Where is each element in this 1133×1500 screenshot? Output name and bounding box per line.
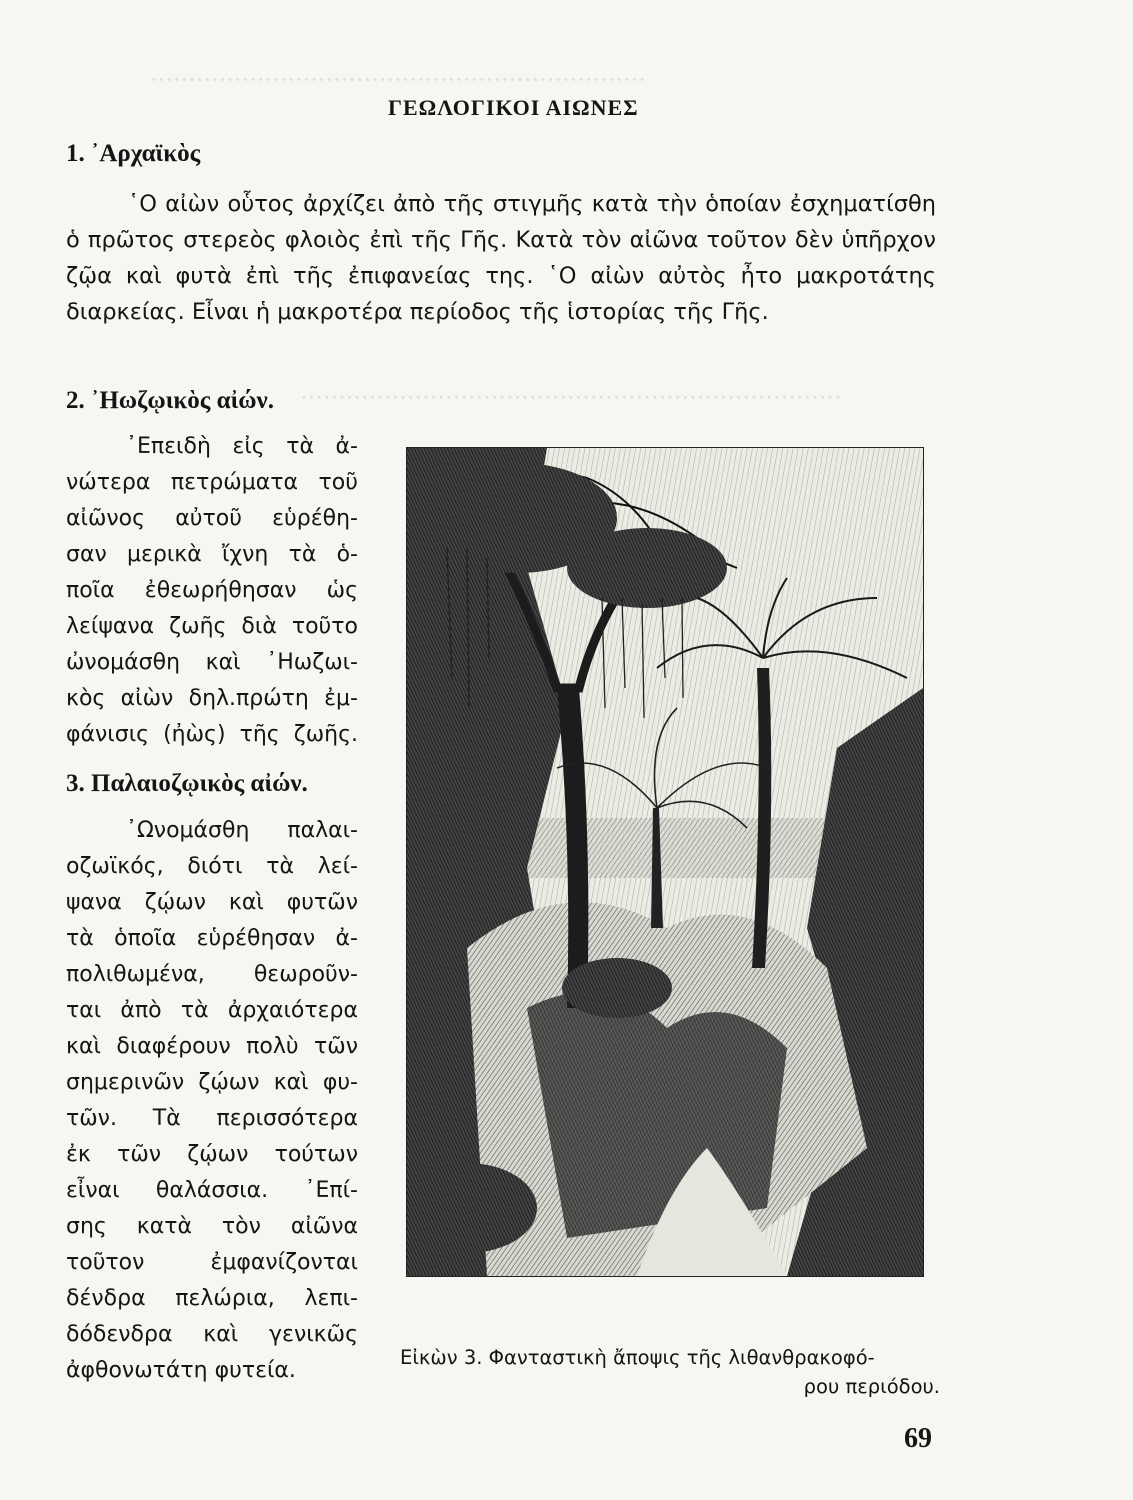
text-line: ψανα ζῴων καὶ φυτῶν	[66, 890, 358, 915]
section-heading-eozoic: 2. ᾿Ηωζῳικὸς αἰών.	[66, 387, 274, 414]
section-text-archaic: ῾Ο αἰὼν οὗτος ἀρχίζει ἀπὸ τῆς στιγμῆς κατὰ τὴν ὁποίαν ἐσχηματίσθη ὁ πρῶτος στερεὸς φλοιὸς ἐπὶ τῆς Γῆς. Κατὰ τὸν αἰῶνα τοῦτον δὲν ὑπῆρχον ζῷα καὶ φυτὰ ἐπὶ τῆς ἐπιφανείας της. ῾Ο αἰὼν αὐτὸς ἦτο μακροτάτης διαρκείας. Εἶναι ἡ μακροτέρα περίοδος τῆς ἱστορίας τῆς Γῆς.	[66, 191, 936, 325]
text-line: τὰ ὁποῖα εὑρέθησαν ἀ-	[66, 926, 358, 951]
section-heading-archaic: 1. ᾿Αρχαϊκὸς	[66, 140, 201, 167]
text-line: σαν μερικὰ ἴχνη τὰ ὁ-	[66, 542, 358, 567]
text-line: κὸς αἰὼν δηλ.πρώτη ἐμ-	[66, 686, 358, 711]
carboniferous-forest-illustration	[406, 447, 924, 1277]
caption-line: ρου περιόδου.	[803, 1375, 940, 1398]
text-line: τοῦτον ἐμφανίζονται	[66, 1250, 358, 1275]
section-text-eozoic	[66, 429, 358, 753]
section-heading-paleozoic: 3. Παλαιοζῳικὸς αἰών.	[66, 770, 308, 797]
text-line: ᾿Επειδὴ εἰς τὰ ἀ-	[126, 434, 358, 459]
text-line: σης κατὰ τὸν αἰῶνα	[66, 1214, 358, 1239]
page-title: ΓΕΩΛΟΓΙΚΟΙ ΑΙΩΝΕΣ	[388, 95, 639, 120]
text-line: ται ἀπὸ τὰ ἀρχαιότερα	[66, 998, 358, 1023]
figure-caption	[400, 1343, 940, 1401]
caption-line: Εἰκὼν 3. Φανταστικὴ ἄποψις τῆς λιθανθρακοφό-	[400, 1346, 875, 1369]
text-line: καὶ διαφέρουν πολὺ τῶν	[66, 1034, 358, 1059]
text-line: ἀφθονωτάτη φυτεία.	[66, 1358, 296, 1383]
page-number: 69	[904, 1423, 932, 1454]
bleed-through-text: ·································································	[150, 66, 646, 94]
text-line: αἰῶνος αὐτοῦ εὑρέθη-	[66, 506, 358, 531]
text-line: ᾿Ωνομάσθη παλαι-	[126, 818, 358, 843]
text-line: πολιθωμένα, θεωροῦν-	[66, 962, 358, 987]
text-line: νώτερα πετρώματα τοῦ	[66, 470, 358, 495]
text-line: δόδενδρα καὶ γενικῶς	[66, 1322, 358, 1347]
text-line: δένδρα πελώρια, λεπι-	[66, 1286, 358, 1311]
text-line: λείψανα ζωῆς διὰ τοῦτο	[66, 614, 358, 639]
text-line: φάνισις (ἠὼς) τῆς ζωῆς.	[66, 722, 358, 747]
bleed-through-text: ·······································································	[300, 384, 842, 412]
text-line: τῶν. Τὰ περισσότερα	[66, 1106, 358, 1131]
section-text-paleozoic	[66, 813, 358, 1389]
text-line: ποῖα ἐθεωρήθησαν ὡς	[66, 578, 358, 603]
text-line: ὠνομάσθη καὶ ᾿Ηωζωι-	[66, 650, 358, 675]
text-line: ἐκ τῶν ζῴων τούτων	[66, 1142, 358, 1167]
text-line: εἶναι θαλάσσια. ᾿Επί-	[66, 1178, 358, 1203]
text-line: οζωϊκός, διότι τὰ λεί-	[66, 854, 358, 879]
text-line: σημερινῶν ζῴων καὶ φυ-	[66, 1070, 358, 1095]
